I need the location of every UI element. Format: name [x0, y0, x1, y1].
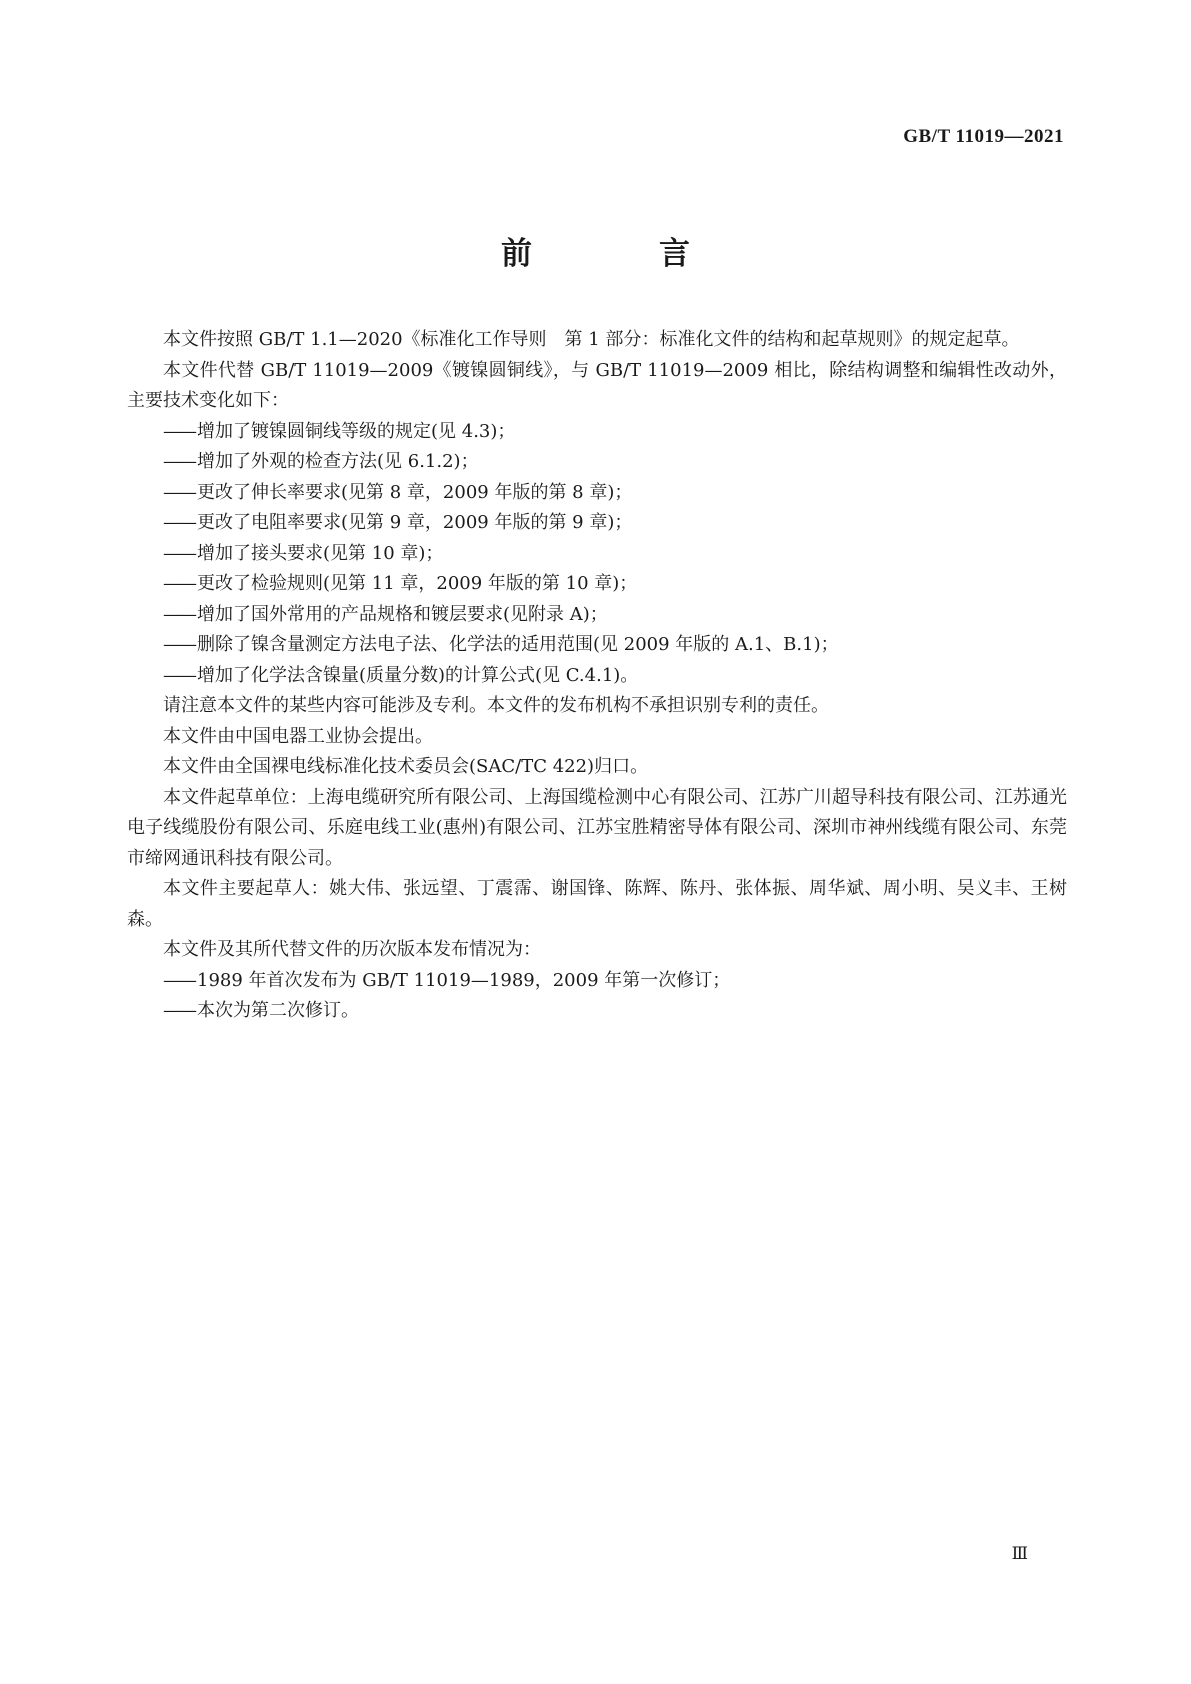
dash-marker: ——	[163, 512, 195, 533]
paragraph-centralized-by: 本文件由全国裸电线标准化技术委员会(SAC/TC 422)归口。	[163, 756, 649, 777]
list-item: —— 1989 年首次发布为 GB/T 11019—1989，2009 年第一次修订；	[163, 969, 731, 991]
dash-marker: ——	[163, 1000, 195, 1021]
dash-marker: ——	[163, 573, 195, 594]
list-item: —— 增加了镀镍圆铜线等级的规定(见 4.3)；	[163, 420, 516, 442]
foreword-body	[127, 325, 1067, 1027]
paragraph-drafting-rule: 本文件按照 GB/T 1.1—2020《标准化工作导则 第 1 部分：标准化文件的结构和起草规则》的规定起草。	[163, 329, 1020, 350]
dash-marker: ——	[163, 542, 195, 564]
list-item: —— 更改了检验规则(见第 11 章，2009 年版的第 10 章)；	[163, 573, 638, 594]
paragraph-drafters: 本文件主要起草人：姚大伟、张远望、丁震霈、谢国锋、陈辉、陈丹、张体振、周华斌、周小明、吴义丰、王树森。	[127, 878, 1067, 930]
dash-marker: ——	[163, 451, 195, 472]
list-item: —— 删除了镍含量测定方法电子法、化学法的适用范围(见 2009 年版的 A.1、B.1)；	[163, 634, 839, 655]
page-number: Ⅲ	[1011, 1544, 1028, 1563]
list-item: —— 本次为第二次修订。	[163, 1000, 359, 1021]
paragraph-proposed-by: 本文件由中国电器工业协会提出。	[163, 725, 433, 747]
list-item: —— 增加了外观的检查方法(见 6.1.2)；	[163, 451, 479, 472]
dash-marker: ——	[163, 634, 195, 655]
dash-marker: ——	[163, 664, 195, 686]
dash-marker: ——	[163, 603, 195, 625]
dash-marker: ——	[163, 420, 195, 442]
list-item: —— 增加了国外常用的产品规格和镀层要求(见附录 A)；	[163, 603, 608, 625]
list-item: —— 增加了化学法含镍量(质量分数)的计算公式(见 C.4.1)。	[163, 664, 639, 686]
dash-marker: ——	[163, 969, 195, 991]
list-item: —— 增加了接头要求(见第 10 章)；	[163, 542, 444, 564]
paragraph-drafting-units: 本文件起草单位：上海电缆研究所有限公司、上海国缆检测中心有限公司、江苏广川超导科技有限公司、江苏通光电子线缆股份有限公司、乐庭电线工业(惠州)有限公司、江苏宝胜精密导体有限公司、深圳市神州线缆有限公司、东莞市缔网通讯科技有限公司。	[127, 786, 1067, 869]
page-title: 前 言	[501, 236, 738, 272]
standard-code: GB/T 11019—2021	[903, 126, 1064, 147]
paragraph-history-intro: 本文件及其所代替文件的历次版本发布情况为：	[163, 939, 541, 960]
list-item: —— 更改了伸长率要求(见第 8 章，2009 年版的第 8 章)；	[163, 481, 633, 503]
list-item: —— 更改了电阻率要求(见第 9 章，2009 年版的第 9 章)；	[163, 512, 633, 533]
dash-marker: ——	[163, 481, 195, 503]
paragraph-patent-notice: 请注意本文件的某些内容可能涉及专利。本文件的发布机构不承担识别专利的责任。	[163, 695, 829, 716]
paragraph-replacement: 本文件代替 GB/T 11019—2009《镀镍圆铜线》，与 GB/T 11019—2009 相比，除结构调整和编辑性改动外，主要技术变化如下：	[127, 359, 1067, 411]
